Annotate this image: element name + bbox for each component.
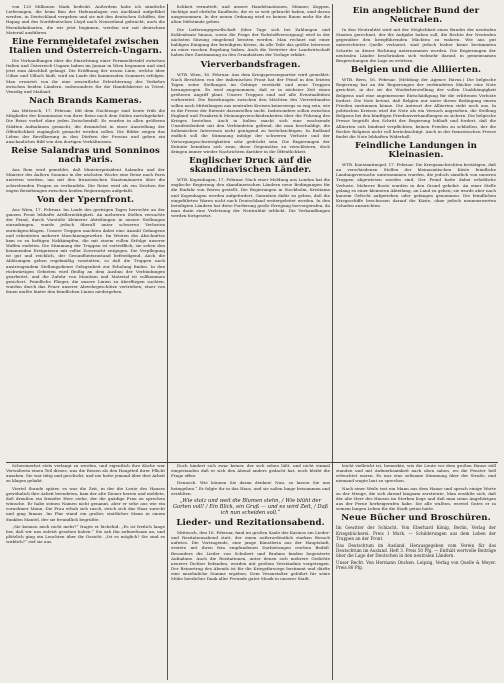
article-paragraph: WTB. Wien, 16. Februar. Aus dem Kriegspressequartier wird gemeldet: Nach Berichten von der italienischen Front hat der Feind in den letzten Tagen seine Stellungen im Gebirge verstärkt und neue Truppen herangezogen. Es wird angenommen, daß er in nächster Zeit einen größeren Angriff plant. Unsere Truppen sind auf alle Eventualitäten vorbereitet. Die Beziehungen zwischen den Mächten des Vierverbandes sollen nach Mitteilungen aus neutralen Kreisen keineswegs so eng sein, wie es die Presse der Entente darzustellen sucht. Insbesondere sollen zwischen England und Frankreich Meinungsverschiedenheiten über die Führung des Krieges bestehen. Auch in Italien macht sich eine wachsende Unzufriedenheit mit den Verbündeten geltend, die man beschuldigt, die italienischen Interessen nicht genügend zu berücksichtigen. In Rußland endlich soll die Stimmung infolge der schweren Verluste und der Versorgungsschwierigkeiten sehr gedrückt sein. Die Regierungen der Entente bemühen sich zwar, diese Gegensätze zu verschleiern, doch dringen immer wieder Nachrichten darüber in die Öffentlichkeit. <box>171 71 330 154</box>
feuilleton-column-right <box>336 463 498 680</box>
article-paragraph: leicht vielleicht ist, bemerkte, wie die Leute vor dem großen Hause still standen und mit Aufmerksamkeit nach oben sahen, wo die Fenster hell erleuchtet waren. Es war eine seltsame Stimmung über der Straße, und niemand wagte laut zu sprechen. <box>336 463 496 484</box>
article-paragraph: WTB. Kopenhagen, 17. Februar. Nach einer Meldung aus London hat die englische Regierung den skandinavischen Ländern neue Bedingungen für die Einfuhr von Waren gestellt. Die Regierungen in Stockholm, Kristiania und Kopenhagen werden aufgefordert, Garantien dafür zu geben, daß die eingeführten Waren nicht nach Deutschland weitergeleitet werden. In den beteiligten Ländern hat diese Forderung große Erregung hervorgerufen, da man darin eine Verletzung der Neutralität erblickt. Die Verhandlungen werden fortgesetzt. <box>171 177 330 219</box>
article-paragraph: Viertel Stunde später, es war die Zeit, in der die Leute des Hauses gewöhnlich ihre Arbeit beendeten, kam der alte Diener herein und meldete, daß draußen ein fremder Herr stehe, der die gnädige Frau zu sprechen wünsche. Er habe seinen Namen nicht genannt, aber er sehe aus wie ein vornehmer Mann. Die Frau erhob sich rasch, strich sich das Haar zurecht und ging hinaus. Im Flur stand ein großer, stattlicher Mann in einem dunklen Mantel, der sie freundlich begrüßte. <box>6 485 165 522</box>
column-left <box>6 4 168 462</box>
article-headline: Lieder- und Rezitationsabend. <box>176 517 325 528</box>
article-paragraph: WTB. Bern, 16. Februar. (Meldung der Agence Havas.) Die belgische Regierung hat an die Regierungen der verbündeten Mächte eine Note gerichtet, in der sie die Wiederherstellung der vollen Unabhängigkeit Belgiens und eine angemessene Entschädigung für die erlittenen Verluste fordert. Die Note betont, daß Belgien nur unter dieser Bedingung einem Frieden zustimmen könne. Die Antwort der Alliierten steht noch aus. In politischen Kreisen wird die Note als ein Versuch angesehen, die Stellung Belgiens bei den künftigen Friedensverhandlungen zu sichern. Die belgische Presse begrüßt den Schritt der Regierung lebhaft und fordert, daß die Alliierten sich bindend verpflichten, keinen Frieden zu schließen, der die Rechte Belgiens nicht voll berücksichtigt. Auch in der französischen Presse findet die Note lebhaften Widerhall. <box>336 77 496 139</box>
book-notice: Unser Recht. Von Hermann Oncken. Leipzig, Verlag von Quelle & Meyer. Preis 80 Pfg. <box>336 559 496 570</box>
article-paragraph: WTB. Konstantinopel, 17. Februar. Die Kriegsnachrichten bestätigen, daß an verschiedenen Stellen der kleinasiatischen Küste feindliche Landungsversuche unternommen wurden, die jedoch sämtlich von unseren Truppen abgewiesen worden sind. Der Feind hatte dabei erhebliche Verluste. Mehrere Boote wurden in den Grund gebohrt. An einer Stelle gelang es einer kleineren Abteilung, an Land zu gehen; sie wurde aber nach kurzem Gefecht aufgerieben oder gefangen genommen. Die feindlichen Kriegsschiffe beschossen darauf die Küste, ohne jedoch nennenswerten Schaden anzurichten. <box>336 161 496 209</box>
article-headline: Von der Ypernfront. <box>36 194 135 205</box>
article-paragraph: Aus Wien, 17. Februar. Im Laufe des gestrigen Tages herrschte an der ganzen Front lebhafte Artillerietätigkeit. An mehreren Stellen versuchte der Feind, durch Vorstöße kleinerer Abteilungen in unsere Stellungen einzudringen, wurde jedoch überall unter schweren Verlusten zurückgeschlagen. Unsere Truppen machten dabei eine Anzahl Gefangene und erbeuteten mehrere Maschinengewehre. Im Westen des Abschnittes kam es zu heftigen Nahkämpfen, die mit einem vollen Erfolge unserer Waffen endeten. Die Stimmung der Truppen ist vortrefflich; sie sehen den kommenden Ereignissen mit voller Zuversicht entgegen. Die Verpflegung ist gut und reichlich, der Gesundheitszustand befriedigend. Auch die Ablösungen gehen regelmäßig vonstatten, so daß die Truppen nach anstrengendem Stellungsdienst Gelegenheit zur Erholung finden. In den rückwärtigen Gebieten wird fleißig an dem Ausbau der Verbindungen gearbeitet, und die Zufuhr von Munition und Material ist vollkommen gesichert. Feindliche Flieger, die unsere Linien zu überfliegen suchten, wurden durch das Feuer unserer Abwehrgeschütze vertrieben; einer von ihnen mußte hinter den feindlichen Linien niedergehen. <box>6 206 165 295</box>
article-paragraph: „Sie kennen mich nicht mehr?“ fragte er lächelnd. „Es ist freilich lange her, daß wir uns zuletzt gesehen haben.“ Sie sah ihn aufmerksam an, und plötzlich ging ein Leuchten über ihr Gesicht. „Ist es möglich? Sie sind es wirklich?“ rief sie aus. <box>6 523 165 545</box>
article-paragraph: Schweinerbst stets verlangt zu werden, und eigentlich ihre Küche war Verwalterin einen Teil dieses, was die Reisen als den Hauptteil ihrer Pflicht ansahen. Sie war tätig und geschickt, und nie hatte jemand über ihre Arbeit zu klagen gehabt. <box>6 463 165 484</box>
article-headline: Neue Bücher und Broschüren. <box>341 513 491 524</box>
column-right <box>336 4 498 462</box>
article-headline: Vierverbandsfragen. <box>200 59 301 70</box>
book-notice: Im Gewitter der Schlacht. Von Eberhard König. Berlin, Verlag der Kriegsbücherei. Preis 1 Mark. — Schilderungen aus dem Leben der Truppen an der Front. <box>336 525 496 541</box>
poem-stanza: „Wie stolz und weit die Blumen stehn, / Wie blüht der Garten voll! / Ein Blick, ein Gruß — und es wird Zeit, / Daß ich nun scheiden soll.“ <box>172 497 329 516</box>
article-headline: Englischer Druck auf die skandinavischen Länder. <box>189 156 312 176</box>
article-paragraph: lichkeit vermittelt, und unsere Handelsnationen, Männer, Koppen, tüchtige und ehrliche Kaufleute, die es so weit gebracht haben, sind davon ausgenommen. In der neuen Ordnung wird es keinen Raum mehr für die alten Mißstände geben. <box>171 4 330 25</box>
column-middle <box>171 4 333 462</box>
article-headline: Ein angeblicher Bund der Neutralen. <box>352 6 480 25</box>
book-notice: Das Deutschtum im Ausland. Herausgegeben vom Verein für das Deutschtum im Ausland. Heft 3. Preis 50 Pfg. — Enthält wertvolle Beiträge über die Lage der Deutschen in den neutralen Ländern. <box>336 542 496 558</box>
article-paragraph: Die Verhandlungen über die Einrichtung einer Fernmeldetafel zwischen Italien und Österreich-Ungarn haben im Januar in Wien begonnen und sind jetzt zum Abschluß gelangt. Die Eröffnung der neuen Linie, welche über Udine und Villach läuft, wird im Laufe des kommenden Sommers erfolgen. Man erwartet von ihr eine wesentliche Erleichterung des Verkehrs zwischen beiden Ländern, insbesondere für die Handelskreise in Triest, Venedig und Mailand. <box>6 57 165 94</box>
feuilleton-section <box>6 462 498 680</box>
article-paragraph: Aus Rom wird gemeldet, daß Ministerpräsident Salandra und der Minister des Äußern Sonnino in der nächsten Woche eine Reise nach Paris antreten werden, um mit den französischen Staatsmännern über die schwebenden Fragen zu verhandeln. Die Reise wird als ein Zeichen der engen Beziehungen zwischen beiden Regierungen aufgefaßt. <box>6 167 165 193</box>
article-paragraph: Dennoch. Wie können Sie daran denken! Nun, so lassen Sie uns heimgehen.“ Er folgte ihr in das Haus, und sie saßen lange beisammen und erzählten. <box>171 480 330 496</box>
article-paragraph: Doch hindert sich zwar keiner, der sich sehen läßt, und nicht einmal eingestanden daß er sich den Abend anders gedacht hat, noch bleibt die Frage offen. <box>171 463 330 479</box>
article-paragraph: Am Mittwoch, 17. Februar, Mit dem Nachtzuge sind heute früh die Mitglieder der Kommission von ihrer Reise nach dem Süden zurückgekehrt. Die Reise verlief ohne jeden Zwischenfall. Es wurden in allen größeren Städten Aufnahmen gemacht, die demnächst in einer Ausstellung der Öffentlichkeit zugänglich gemacht werden sollen. Die Bilder zeigen das Leben der Bevölkerung in den Dörfern der Provinz und geben ein anschauliches Bild von den dortigen Verhältnissen. <box>6 108 165 144</box>
feuilleton-column-middle <box>171 463 333 680</box>
feuilleton-column-left <box>6 463 168 680</box>
article-headline: Feindliche Landungen in Kleinasien. <box>355 140 477 160</box>
article-paragraph: Nach einer Weile trat ein Mann aus dem Hause und sprach einige Worte zu der Menge, die sich darauf langsam zerstreute. Man erzählte sich, daß der alte Herr des Hauses im Sterben liege und daß man seine Angehörigen aus der Ferne herbeigerufen habe. Sie alle wußten, wieviel Gutes er in seinem langen Leben für die Stadt getan hatte. <box>336 485 496 512</box>
article-paragraph: In den Neutralität wird mit der Möglichkeit eines Bundes der neutralen Staaten gerechnet, der die Aufgabe haben soll, die Rechte der Neutralen gegenüber den kriegführenden Mächten zu wahren. Wie aus gut unterrichteter Quelle verlautet, sind jedoch bisher keine bestimmten Schritte in dieser Richtung unternommen worden. Die Regierungen der neutralen Länder beschränken sich vielmehr darauf, in gemeinsamen Besprechungen die Lage zu erörtern. <box>336 27 496 63</box>
article-paragraph: Die Lieferungsgesellschaft (über Tage sich bei Zahlungen und Kohleabsatz hinaus, sowie die Frage der Rohstoffversorgung) wird in der nächsten Sitzung eingehend beraten werden. Man rechnet mit einer baldigen Einigung der beteiligten Kreise, da alle Teile das größte Interesse an einer raschen Regelung haben. Auch die Vertreter der Landwirtschaft haben ihre Zustimmung zu den Grundsätzen der Vorlage erklärt. <box>171 26 330 58</box>
article-paragraph: Mittwoch, den 16. Februar, fand im großen Saale des Kasinos ein Lieder- und Rezitationsabend statt, der einen außerordentlich starken Besuch aufwies. Die Vortragende, eine junge Künstlerin aus der Hauptstadt, erntete mit ihren fein empfundenen Darbietungen reichen Beifall. Besonders die Lieder von Schubert und Brahms fanden begeisterte Aufnahme. Auch die Rezitationen, unter denen sich mehrere Gedichte neuerer Dichter befanden, wurden mit großem Verständnis vorgetragen. Der Reinertrag des Abends ist für die Kriegsfürsorge bestimmt und dürfte eine ansehnliche Summe ergeben. Dem Veranstalter gebührt für seine Mühe herzlicher Dank aller Freunde guter Musik in unserer Stadt. <box>171 529 330 582</box>
article-headline: Reise Salandras und Sonninos nach Paris. <box>11 146 160 166</box>
article-headline: Belgien und die Alliierten. <box>350 65 482 76</box>
article-headline: Nach Brands Kameras. <box>29 96 142 107</box>
article-paragraph: von 120 Millionen Mark bedroht. Außerdem habe ich sämtliche Lieferungen, die beim Bau der Hafenanlagen von Auckland aufgeführt werden, in Dentschland vergeben und sie mit den deutschen Schiffen, der Hapag und des Norddeutschen Lloyd nach Neuseeland gebracht; auch die Eisenbahnbauten, die wir jetzt beginnen, werden wir mit deutschem Material ausführen. <box>6 4 165 35</box>
article-headline: Eine Fernmeldetafel zwischen Italien und Österreich-Ungarn. <box>9 36 162 56</box>
top-section <box>6 4 498 462</box>
